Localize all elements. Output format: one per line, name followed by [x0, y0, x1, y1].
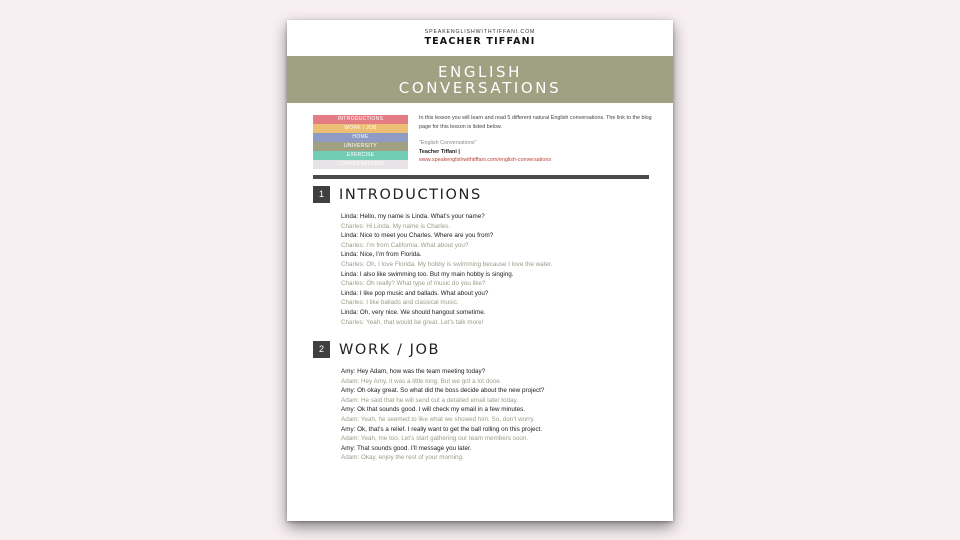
- section-title: WORK / JOB: [339, 341, 441, 358]
- dialogue-line: Amy: Ok that sounds good. I will check my email in a few minutes.: [341, 406, 526, 414]
- dialogue-line: Amy: That sounds good. I’ll message you later.: [341, 444, 472, 452]
- dialogue-line: Charles: I like ballads and classical music.: [341, 299, 459, 307]
- dialogue-work-job: [341, 367, 641, 463]
- topic-tag-introductions: INTRODUCTIONS: [313, 115, 408, 124]
- section-heading-2: [313, 341, 440, 359]
- blog-link[interactable]: www.speakenglishwithtiffani.com/english-conversations: [419, 157, 552, 163]
- dialogue-line: Charles: Hi Linda. My name is Charles.: [341, 222, 451, 230]
- dialogue-line: Adam: Okay, enjoy the rest of your morning.: [341, 454, 464, 462]
- dialogue-line: Adam: Hey Amy, it was a little long. But we got a lot done.: [341, 377, 502, 385]
- title-line-1: ENGLISH: [437, 63, 523, 81]
- dialogue-line: Adam: Yeah, he seemed to like what we showed him. So, don’t worry.: [341, 415, 535, 423]
- topic-list: [313, 115, 408, 169]
- dialogue-line: Amy: Ok, that’s a relief. I really want to get the ball rolling on this project.: [341, 425, 543, 433]
- intro-text: In this lesson you will learn and read 5 different natural English conversations. The link to the blog page for this lesson is listed below.: [419, 115, 652, 130]
- dialogue-line: Linda: Hello, my name is Linda. What’s your name?: [341, 213, 485, 220]
- topic-tag-conversations: CONVERSATIONS: [313, 160, 408, 169]
- topic-tag-home: HOME: [313, 133, 408, 142]
- section-number-badge: 1: [313, 186, 330, 203]
- lesson-quote: "English Conversations": [419, 140, 477, 146]
- section-number-badge: 2: [313, 341, 330, 358]
- dialogue-introductions: [341, 212, 641, 327]
- dialogue-line: Amy: Oh okay great. So what did the boss decide about the new project?: [341, 387, 545, 395]
- dialogue-line: Linda: Oh, very nice. We should hangout sometime.: [341, 308, 486, 316]
- section-heading-1: [313, 186, 482, 204]
- dialogue-line: Charles: I’m from California. What about you?: [341, 241, 469, 249]
- topic-tag-university: UNIVERSITY: [313, 142, 408, 151]
- author-credit: Teacher Tiffani |: [419, 148, 460, 155]
- worksheet-page: [287, 20, 673, 521]
- dialogue-line: Linda: Nice, I’m from Florida.: [341, 251, 422, 259]
- dialogue-line: Charles: Oh, I love Florida. My hobby is swimming because I love the water.: [341, 260, 553, 268]
- dialogue-line: Linda: I like pop music and ballads. What about you?: [341, 289, 489, 297]
- dialogue-line: Adam: Yeah, me too. Let’s start gathering our team members soon.: [341, 435, 529, 443]
- dialogue-line: Amy: Hey Adam, how was the team meeting today?: [341, 368, 486, 375]
- dialogue-line: Linda: Nice to meet you Charles. Where are you from?: [341, 232, 494, 240]
- topic-tag-work-job: WORK / JOB: [313, 124, 408, 133]
- dialogue-line: Linda: I also like swimming too. But my main hobby is singing.: [341, 270, 514, 278]
- lesson-intro: [419, 114, 659, 165]
- divider: [313, 175, 649, 179]
- dialogue-line: Charles: Yeah, that would be great. Let’s talk more!: [341, 318, 484, 326]
- title-line-2: CONVERSATIONS: [398, 79, 562, 97]
- section-title: INTRODUCTIONS: [339, 186, 482, 203]
- dialogue-line: Charles: Oh really? What type of music do you like?: [341, 280, 486, 288]
- title-banner: [287, 56, 673, 103]
- dialogue-line: Adam: He said that he will send out a detailed email later today.: [341, 396, 518, 404]
- brand-name: TEACHER TIFFANI: [424, 36, 536, 47]
- site-url: SPEAKENGLISHWITHTIFFANI.COM: [424, 29, 536, 35]
- topic-tag-exercise: EXERCISE: [313, 151, 408, 160]
